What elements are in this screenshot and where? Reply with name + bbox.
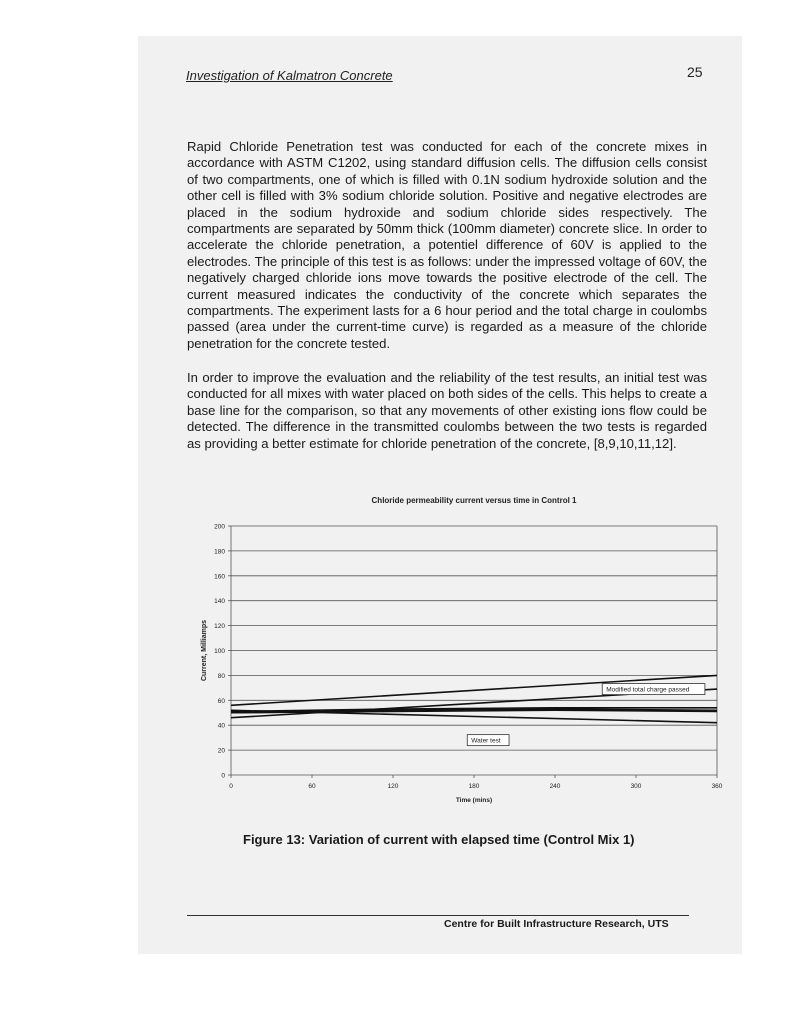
y-tick-label-4: 80	[217, 672, 225, 680]
y-tick-label-1: 20	[217, 747, 225, 755]
x-tick-label-3: 180	[468, 783, 480, 790]
current-vs-time-chart	[190, 488, 735, 808]
y-tick-label-5: 100	[214, 648, 225, 655]
y-tick-label-2: 40	[217, 722, 225, 730]
annotation-label-0: Modified total charge passed	[606, 686, 690, 694]
x-tick-label-1: 60	[308, 783, 316, 790]
y-tick-label-6: 120	[214, 623, 225, 631]
annotation-label-1: Water test	[471, 737, 501, 745]
y-tick-label-9: 180	[214, 548, 225, 556]
body-paragraph-1: Rapid Chloride Penetration test was conducted for each of the concrete mixes in accordance with ASTM C1202, using standard diffusion cells. The diffusion cells consist of two compartments, one of which is filled with 0.1N sodium hydroxide solution and the other cell is filled with 3% sodium chloride solution. Positive and negative electrodes are placed in the sodium hydroxide and sodium chloride sides respectively. The compartments are separated by 50mm thick (100mm diameter) concrete slice. In order to accelerate the chloride penetration, a potentiel difference of 60V is applied to the electrodes. The principle of this test is as follows: under the impressed voltage of 60V, the negatively charged chloride ions move towards the positive electrode of the cell. The current measured indicates the conductivity of the concrete which separates the compartments. The experiment lasts for a 6 hour period and the total charge in coulombs passed (area under the current-time curve) is regarded as a measure of the chloride penetration for the concrete tested.	[187, 139, 707, 351]
x-axis-label: Time (mins)	[455, 797, 493, 804]
y-tick-label-0: 0	[221, 772, 225, 780]
body-paragraph-2: In order to improve the evaluation and the reliability of the test results, an initial test was conducted for all mixes with water placed on both sides of the cells. This helps to create a base line for the comparison, so that any movements of other existing ions flow could be detected. The difference in the transmitted coulombs between the two tests is regarded as providing a better estimate for chloride penetration of the concrete, [8,9,10,11,12].	[187, 370, 707, 451]
x-tick-label-5: 300	[630, 783, 642, 790]
y-axis-label: Current, Milliamps	[201, 619, 208, 682]
running-header-title: Investigation of Kalmatron Concrete	[186, 68, 393, 83]
figure-caption: Figure 13: Variation of current with elapsed time (Control Mix 1)	[243, 832, 635, 847]
x-tick-label-6: 360	[711, 783, 723, 790]
y-tick-label-8: 160	[214, 573, 225, 581]
chart-title: Chloride permeability current versus time in Control 1	[371, 496, 577, 505]
y-tick-label-7: 140	[214, 598, 225, 606]
x-tick-label-2: 120	[387, 783, 399, 790]
page-number: 25	[687, 64, 703, 80]
y-tick-label-10: 200	[214, 523, 225, 531]
footer-rule	[187, 915, 689, 916]
x-tick-label-4: 240	[549, 783, 561, 790]
x-tick-label-0: 0	[229, 783, 233, 790]
footer-text: Centre for Built Infrastructure Research, UTS	[444, 918, 669, 930]
series-line-5	[231, 710, 717, 722]
y-tick-label-3: 60	[217, 697, 225, 705]
